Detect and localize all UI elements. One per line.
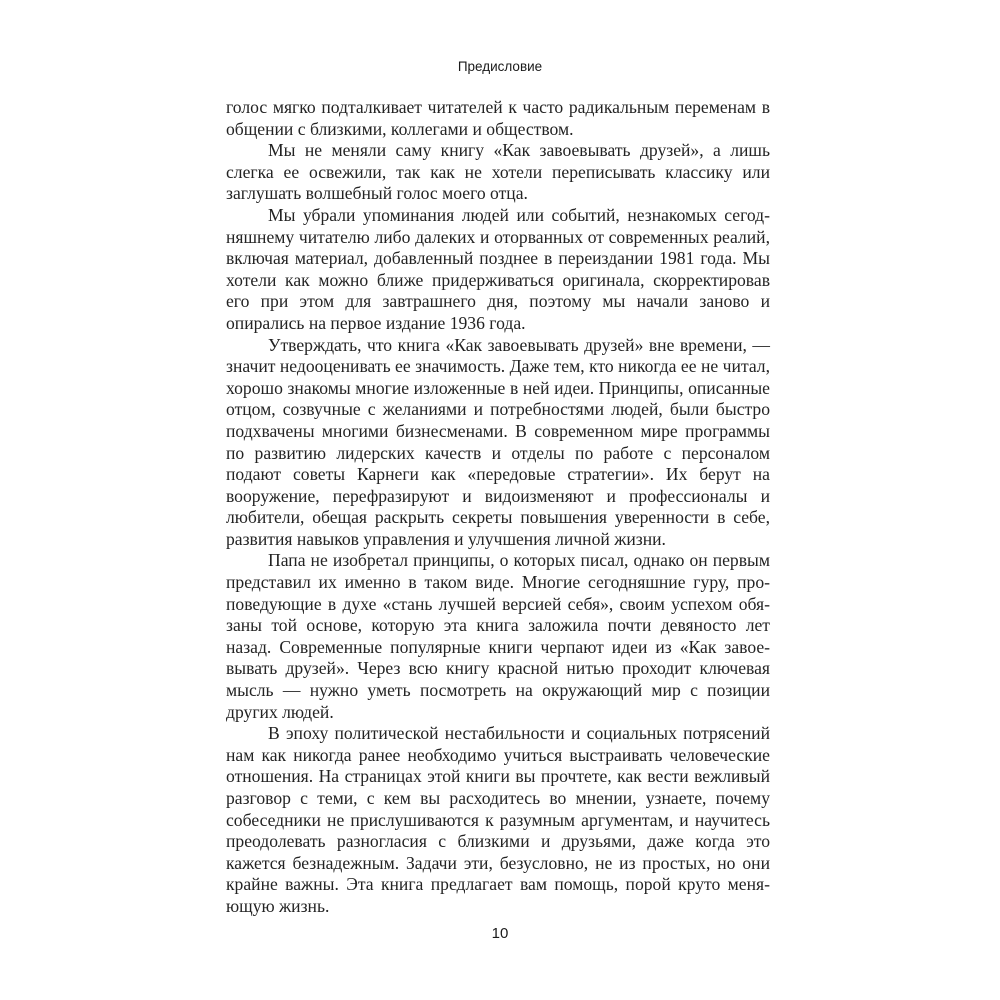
paragraph: В эпоху политической нестабильности и социальных потрясений нам как никогда ранее необходимо учиться выстраивать человеческие отношения. На страницах этой книги вы прочтете, как вести вежливый разговор с теми, с кем вы расходитесь во мнении, узнаете, почему собеседники не прислушиваются к разумным аргументам, и научитесь преодолевать разногласия с близкими и друзьями, даже когда это кажется безнадежным. Задачи эти, безусловно, не из простых, но они крайне важны. Эта книга предлагает вам помощь, порой круто меняющую жизнь. [226,723,770,916]
body-text [226,97,770,918]
paragraph: Мы убрали упоминания людей или событий, незнакомых сегодняшнему читателю либо далеких и оторванных от современных реалий, включая материал, добавленный позднее в переиздании 1981 года. Мы хотели как можно ближе придерживаться оригинала, скорректировав его при этом для завтрашнего дня, поэтому мы начали заново и опирались на первое издание 1936 года. [226,204,770,333]
paragraph: Утверждать, что книга «Как завоевывать друзей» вне времени, — значит недооценивать ее значимость. Даже тем, кто никогда ее не читал, хорошо знакомы многие изложенные в ней идеи. Принципы, описанные отцом, созвучные с желаниями и потребностями людей, были быстро подхвачены многими бизнесменами. В современном мире программы по развитию лидерских качеств и отделы по работе с персоналом подают советы Карнеги как «передовые стратегии». Их берут на вооружение, перефразируют и видоизменяют и профессионалы и любители, обещая раскрыть секреты повышения уверенности в себе, развития навыков управления и улучшения личной жизни. [226,334,770,549]
paragraph-continued: голос мягко подталкивает читателей к часто радикальным переменам в общении с близкими, коллегами и обществом. [226,97,770,139]
page-number: 10 [491,925,509,942]
paragraph: Мы не меняли саму книгу «Как завоевывать друзей», а лишь слегка ее освежили, так как не хотели переписывать классику или заглушать волшебный голос моего отца. [226,140,770,204]
paragraph: Папа не изобретал принципы, о которых писал, однако он первым представил их именно в таком виде. Многие сегодняшние гуру, проповедующие в духе «стань лучшей версией себя», своим успехом обязаны той основе, которую эта книга заложила почти девяносто лет назад. Современные популярные книги черпают идеи из «Как завоевывать друзей». Через всю книгу красной нитью проходит ключевая мысль — нужно уметь посмотреть на окружающий мир с позиции других людей. [226,550,770,722]
running-head-title: Предисловие [457,59,543,74]
